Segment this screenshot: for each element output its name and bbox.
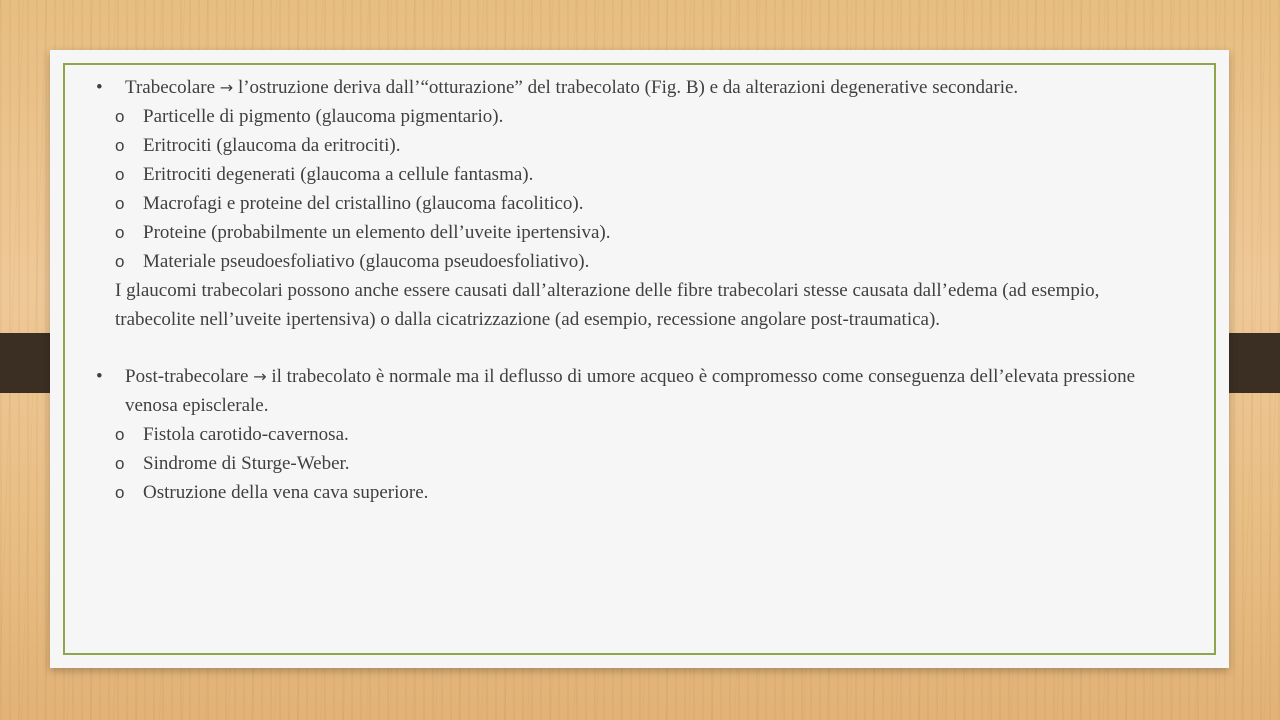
list-item: o Fistola carotido-cavernosa. xyxy=(96,420,1166,449)
section-spacer xyxy=(96,334,1166,362)
list-item: o Materiale pseudoesfoliativo (glaucoma pseudoesfoliativo). xyxy=(96,247,1166,276)
circle-bullet-icon: o xyxy=(115,425,125,444)
circle-bullet-icon: o xyxy=(115,223,125,242)
list-item: o Particelle di pigmento (glaucoma pigmentario). xyxy=(96,102,1166,131)
slide xyxy=(50,50,1229,668)
list-item: o Macrofagi e proteine del cristallino (glaucoma facolitico). xyxy=(96,189,1166,218)
circle-bullet-icon: o xyxy=(115,107,125,126)
trabecolare-note: I glaucomi trabecolari possono anche essere causati dall’alterazione delle fibre trabecolari stesse causata dall’edema (ad esempio, trabecolite nell’uveite ipertensiva) o dalla cicatrizzazione (ad esempio, recessione angolare post-traumatica). xyxy=(115,280,1100,330)
list-item: o Ostruzione della vena cava superiore. xyxy=(96,478,1166,507)
sub-list-trabecolare xyxy=(96,102,1166,276)
bullet-trabecolare xyxy=(96,73,1166,102)
bullet-lead: Post-trabecolare xyxy=(125,366,249,387)
circle-bullet-icon: o xyxy=(115,194,125,213)
circle-bullet-icon: o xyxy=(115,165,125,184)
list-item: o Eritrociti (glaucoma da eritrociti). xyxy=(96,131,1166,160)
list-item: o Sindrome di Sturge-Weber. xyxy=(96,449,1166,478)
arrow-right-icon: → xyxy=(219,78,234,97)
circle-bullet-icon: o xyxy=(115,483,125,502)
sub-list-post-trabecolare xyxy=(96,420,1166,507)
circle-bullet-icon: o xyxy=(115,454,125,473)
bullet-text: il trabecolato è normale ma il deflusso di umore acqueo è compromesso come conseguenza dell’elevata pressione venosa episclerale. xyxy=(125,366,1136,416)
list-item: o Eritrociti degenerati (glaucoma a cellule fantasma). xyxy=(96,160,1166,189)
bullet-dot-icon xyxy=(96,73,116,102)
arrow-right-icon: → xyxy=(253,367,267,386)
circle-bullet-icon: o xyxy=(115,136,125,155)
bullet-dot-icon xyxy=(96,362,116,391)
bullet-post-trabecolare xyxy=(96,362,1166,420)
bullet-text: l’ostruzione deriva dall’“otturazione” del trabecolato (Fig. B) e da alterazioni degenerative secondarie. xyxy=(233,77,1019,98)
circle-bullet-icon: o xyxy=(115,252,125,271)
bullet-lead: Trabecolare xyxy=(125,77,216,98)
list-item: o Proteine (probabilmente un elemento dell’uveite ipertensiva). xyxy=(96,218,1166,247)
slide-content xyxy=(96,73,1166,507)
